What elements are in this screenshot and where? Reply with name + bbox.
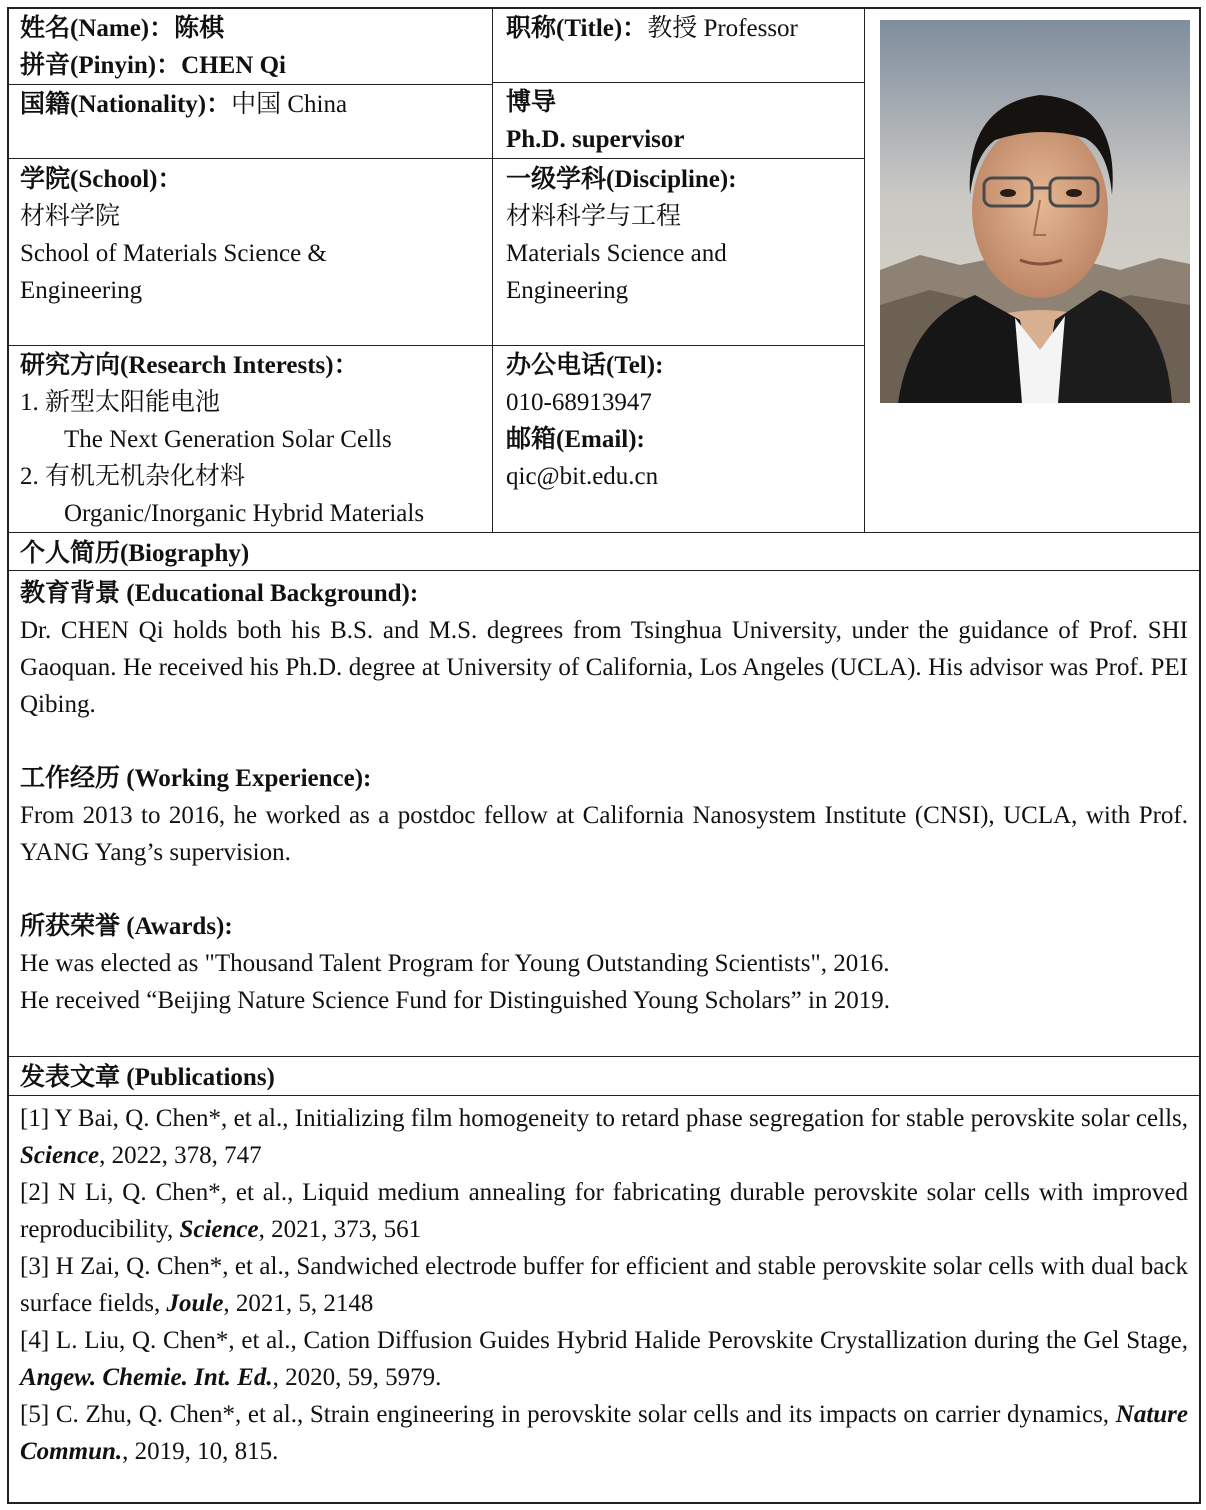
award-item: He received “Beijing Nature Science Fund for Distinguished Young Scholars” in 2019. [20,987,890,1014]
tel-value: 010-68913947 [506,389,652,416]
journal-name: Science [179,1216,259,1243]
publications-heading [20,1059,1190,1096]
column-divider-1 [492,8,493,533]
row-divider [8,532,1200,533]
row-divider [493,82,865,83]
school-en: School of Materials Science & [20,240,327,267]
email-label: 邮箱(Email): [506,426,645,453]
research-label: 研究方向(Research Interests)： [20,352,359,379]
work-text: From 2013 to 2016, he worked as a postdoc fellow at California Nanosystem Institute (CNSI), UCLA, with Prof. YANG Yang’s supervision. [20,802,1188,866]
publication-item: [3] H Zai, Q. Chen*, et al., Sandwiched electrode buffer for efficient and stable perovskite solar cells with dual back surface fields, Joule, 2021, 5, 2148 [20,1253,1188,1317]
discipline-en-cont: Engineering [506,277,629,304]
tel-label: 办公电话(Tel): [506,352,664,379]
journal-name: Joule [166,1290,224,1317]
research-item-zh: 1. 新型太阳能电池 [20,389,221,416]
school-cell [20,161,490,309]
name-line: 姓名(Name)：陈棋 [20,15,225,42]
publication-item: [5] C. Zhu, Q. Chen*, et al., Strain engineering in perovskite solar cells and its impacts on carrier dynamics, Nature Commun., 2019, 10, 815. [20,1401,1188,1465]
biography-section [20,575,1188,1019]
contact-cell [506,347,861,495]
research-item-zh: 2. 有机无机杂化材料 [20,463,246,490]
publication-item: [4] L. Liu, Q. Chen*, et al., Cation Diffusion Guides Hybrid Halide Perovskite Crystallization during the Gel Stage, Angew. Chemie. Int. Ed., 2020, 59, 5979. [20,1327,1188,1391]
nationality-line: 国籍(Nationality)：中国 China [20,91,348,118]
education-heading: 教育背景 (Educational Background): [20,580,419,607]
research-cell [20,347,490,532]
publication-item: [1] Y Bai, Q. Chen*, et al., Initializing film homogeneity to retard phase segregation for stable perovskite solar cells, Science, 2022, 378, 747 [20,1105,1188,1169]
biography-heading [20,535,1190,572]
journal-name: Angew. Chemie. Int. Ed. [20,1364,273,1391]
biography-title: 个人简历(Biography) [20,540,250,567]
title-line: 职称(Title)：教授 Professor [506,15,798,42]
school-zh: 材料学院 [20,203,121,230]
discipline-zh: 材料科学与工程 [506,203,682,230]
supervisor-zh: 博导 [506,89,557,116]
supervisor-en: Ph.D. supervisor [506,126,685,153]
education-text: Dr. CHEN Qi holds both his B.S. and M.S. degrees from Tsinghua University, under the guidance of Prof. SHI Gaoquan. He received his Ph.D. degree at University of California, Los Angeles (UCLA). His advisor was Prof. PEI Qibing. [20,617,1188,718]
discipline-label: 一级学科(Discipline): [506,166,737,193]
journal-name: Science [20,1142,100,1169]
row-divider [8,84,493,85]
pinyin-line: 拼音(Pinyin)：CHEN Qi [20,52,286,79]
publications-list [20,1100,1188,1470]
row-divider [8,158,865,159]
discipline-cell [506,161,861,309]
row-divider [8,1056,1200,1057]
name-cell [20,10,490,84]
publications-title: 发表文章 (Publications) [20,1064,275,1091]
discipline-en: Materials Science and [506,240,727,267]
award-item: He was elected as "Thousand Talent Program for Young Outstanding Scientists", 2016. [20,950,890,977]
column-divider-2 [864,8,865,533]
publication-item: [2] N Li, Q. Chen*, et al., Liquid medium annealing for fabricating durable perovskite solar cells with improved reproducibility, Science, 2021, 373, 561 [20,1179,1188,1243]
email-link[interactable]: qic@bit.edu.cn [506,463,659,490]
portrait-illustration [880,20,1190,403]
supervisor-cell [506,84,861,158]
work-heading: 工作经历 (Working Experience): [20,765,372,792]
journal-name: Nature Commun. [20,1401,1188,1465]
nationality-cell [20,86,490,123]
research-item-en: The Next Generation Solar Cells [64,426,392,453]
school-label: 学院(School)： [20,166,183,193]
awards-heading: 所获荣誉 (Awards): [20,913,233,940]
title-cell [506,10,861,47]
row-divider [8,345,865,346]
school-en-cont: Engineering [20,277,143,304]
research-item-en: Organic/Inorganic Hybrid Materials [64,500,425,527]
portrait-photo [880,20,1190,403]
